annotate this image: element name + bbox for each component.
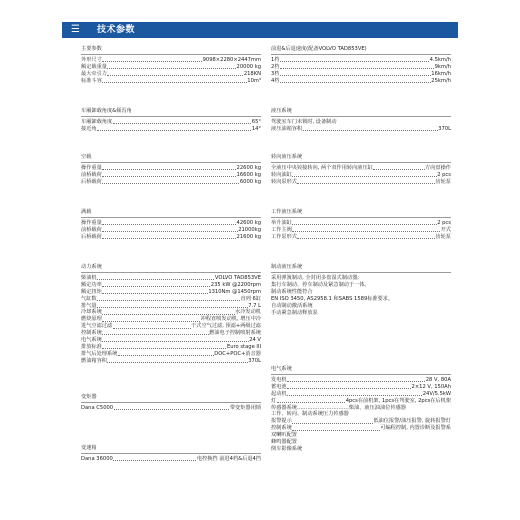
section-title: 制动液压系统: [271, 264, 451, 273]
spec-label: 燃烧原理: [81, 316, 102, 323]
spec-label: 报警提示: [271, 418, 292, 425]
spec-value: 24 V: [249, 337, 261, 343]
spec-text: 倒车影像系统: [271, 445, 303, 452]
spec-label: 举升油缸: [271, 219, 292, 226]
section-title: 电气系统: [271, 366, 451, 375]
section-title: 变速箱: [81, 445, 261, 454]
spec-label: 全液压中央铰接转向, 两个双作用转向液压缸: [271, 164, 373, 171]
spec-value: 9098×2280×2447mm: [202, 56, 261, 63]
leader-dots: [280, 61, 429, 62]
spec-label: 3档: [271, 70, 280, 77]
spec-label: 蓄电池: [271, 383, 287, 390]
section-title: 变矩器: [81, 394, 261, 403]
leader-dots: [102, 321, 200, 322]
leader-dots: [113, 123, 252, 124]
spec-value: 1310Nm @1450rpm: [208, 288, 261, 295]
spec-row: [271, 126, 451, 133]
spec-value: 28 V, 80A: [425, 376, 451, 383]
leader-dots: [102, 82, 247, 83]
spec-label: 前桥载荷: [81, 171, 102, 178]
leader-dots: [303, 130, 438, 131]
spec-row: [81, 57, 261, 64]
section-title: 动力系统: [81, 264, 261, 273]
spec-value: 燃油电子控制喷射系统: [209, 330, 261, 337]
spec-row: [81, 275, 261, 282]
spec-value: 16600 kg: [236, 171, 261, 178]
spec-label: 燃油箱容积: [81, 357, 107, 364]
leader-dots: [102, 348, 226, 349]
spec-text: 制动系统性能符合: [271, 288, 313, 295]
leader-dots: [113, 328, 191, 329]
spec-value: 7.7 L: [248, 302, 261, 309]
section-title: 液压系统: [271, 108, 451, 117]
spec-label: Dana 36000: [81, 455, 113, 462]
spec-label: 最大牵引力: [81, 70, 107, 77]
spec-row: [271, 384, 451, 391]
spec-label: 排气量: [81, 302, 97, 309]
spec-value: 25km/h: [431, 77, 451, 84]
spec-value: 2×12 V, 150Ah: [411, 383, 451, 390]
leader-dots: [102, 61, 202, 62]
spec-value: 218KN: [243, 70, 261, 77]
spec-value: 10m³: [247, 77, 261, 84]
spec-row: [81, 351, 261, 358]
spec-section: [271, 46, 451, 85]
spec-row: [81, 119, 261, 126]
section-title: 车厢卸载角度&倾泻角: [81, 108, 261, 117]
spec-label: 气缸数: [81, 295, 97, 302]
leader-dots: [97, 300, 240, 301]
spec-row: [81, 64, 261, 71]
spec-label: 进气空滤过滤: [81, 323, 113, 330]
leader-dots: [373, 169, 424, 170]
leader-dots: [102, 231, 237, 232]
leader-dots: [102, 183, 239, 184]
leader-dots: [297, 183, 434, 184]
spec-text: 手动紧急制动释放泵: [271, 309, 318, 316]
leader-dots: [102, 224, 236, 225]
spec-row: [81, 126, 261, 133]
spec-row: [271, 78, 451, 85]
spec-value: 21000kg: [238, 226, 261, 233]
leader-dots: [287, 381, 425, 382]
spec-row: [271, 377, 451, 384]
spec-value: 水冷发动机: [235, 309, 261, 316]
spec-value: 235 kW @2200rpm: [210, 281, 261, 288]
spec-value: 方向盘操作: [425, 164, 451, 171]
spec-label: 车厢卸载角度: [81, 118, 113, 125]
leader-dots: [292, 176, 436, 177]
leader-dots: [102, 334, 208, 335]
leader-dots: [97, 279, 214, 280]
spec-row: [81, 234, 261, 241]
spec-row: [271, 179, 451, 186]
spec-value: 9km/h: [434, 63, 451, 70]
spec-value: 20000 kg: [236, 63, 261, 70]
spec-section: [81, 445, 261, 463]
spec-row: [81, 405, 261, 412]
spec-row: [81, 344, 261, 351]
spec-label: 4档: [271, 77, 280, 84]
spec-label: 外形尺寸: [81, 56, 102, 63]
spec-row: [271, 71, 451, 78]
spec-text: 自动制动激活系统: [271, 302, 313, 309]
spec-text: 集行车制动、停车制动及紧急制动于一体。: [271, 281, 370, 288]
leader-dots: [287, 388, 411, 389]
spec-value: 24V/5.5kW: [422, 390, 451, 397]
spec-row: [81, 296, 261, 303]
section-title: 工作液压系统: [271, 209, 451, 218]
spec-section: [81, 264, 261, 365]
spec-value: 4.5km/h: [429, 56, 451, 63]
spec-section: [81, 108, 261, 133]
section-title: 主要参数: [81, 46, 261, 55]
spec-label: 柴油机: [81, 274, 97, 281]
spec-row: [271, 234, 451, 241]
menu-icon: ☰: [71, 24, 80, 35]
leader-dots: [292, 231, 440, 232]
spec-section: [271, 154, 451, 186]
leader-dots: [280, 75, 431, 76]
spec-value: 370L: [248, 357, 261, 364]
spec-value: 齿轮泵: [435, 178, 451, 185]
spec-label: 后桥载荷: [81, 233, 102, 240]
leader-dots: [102, 169, 236, 170]
spec-row: [271, 391, 451, 398]
spec-row: [81, 227, 261, 234]
leader-dots: [292, 430, 379, 431]
spec-row: [81, 71, 261, 78]
spec-label: 工作主阀: [271, 226, 292, 233]
spec-row: [81, 337, 261, 344]
spec-row: [271, 220, 451, 227]
spec-value: 低油位报警/油压报警, 旋转报警灯: [373, 418, 451, 425]
spec-row: [271, 227, 451, 234]
spec-label: 额定功率: [81, 281, 102, 288]
spec-text: 工作、转向、制动系统压力传感器: [271, 411, 349, 418]
spec-section: [271, 264, 451, 316]
spec-text: 采用弹簧制动, 全封闭多盘湿式制动器;: [271, 275, 360, 281]
spec-value: 冲程直喷发动机, 增压中冷: [200, 316, 261, 323]
spec-label: Dana C5000: [81, 404, 114, 411]
spec-label: 排气后处理系统: [81, 350, 118, 357]
spec-value: VOLVO TAD853VE: [214, 274, 261, 281]
spec-label: 操作重量: [81, 164, 102, 171]
spec-value: 直列 6缸: [240, 295, 261, 302]
spec-text: EN ISO 3450, AS2958.1 和SABS 1589标准要求。: [271, 295, 394, 302]
leader-dots: [107, 362, 247, 363]
spec-value: 6000 kg: [239, 178, 261, 185]
spec-label: 标准斗容: [81, 77, 102, 84]
leader-dots: [102, 176, 236, 177]
spec-row: [271, 425, 451, 432]
spec-label: 液压油箱容积: [271, 125, 303, 132]
spec-label: 控制系统: [271, 425, 292, 432]
spec-section: [271, 209, 451, 241]
spec-value: 21600 kg: [236, 233, 261, 240]
spec-row: [81, 330, 261, 337]
leader-dots: [97, 307, 248, 308]
leader-dots: [102, 314, 234, 315]
spec-label: 转向油缸: [271, 171, 292, 178]
spec-value: 开式: [440, 226, 451, 233]
section-title: 空载: [81, 154, 261, 163]
spec-value: 16km/h: [431, 70, 451, 77]
spec-label: 排放标准: [81, 343, 102, 350]
spec-section: [271, 108, 451, 133]
spec-row: [271, 64, 451, 71]
spec-label: 电气系统: [81, 337, 102, 343]
section-title: 前进&后退速度(配备VOLVO TAD853VE): [271, 46, 451, 55]
spec-label: 接近角: [81, 125, 97, 132]
leader-dots: [107, 68, 236, 69]
spec-row: [81, 358, 261, 365]
spec-row: [81, 78, 261, 85]
spec-label: 操作重量: [81, 219, 102, 226]
spec-value: 可编程控制, 内置诊断及报警系: [380, 425, 451, 432]
spec-row: [81, 172, 261, 179]
spec-value: 2 pcs: [437, 171, 451, 178]
spec-value: Euro stage III: [226, 343, 261, 350]
leader-dots: [113, 460, 196, 461]
spec-section: [81, 46, 261, 85]
spec-value: 干式空气过滤, 预滤+两级过滤: [191, 323, 261, 330]
leader-dots: [118, 355, 214, 356]
spec-section: [81, 394, 261, 412]
spec-label: 2档: [271, 63, 280, 70]
leader-dots: [292, 224, 436, 225]
spec-row: [81, 179, 261, 186]
leader-dots: [277, 402, 346, 403]
spec-row: [81, 220, 261, 227]
spec-label: 1档: [271, 56, 280, 63]
spec-row: [271, 398, 451, 405]
section-title: 满载: [81, 209, 261, 218]
page-title: 技术参数: [97, 25, 136, 35]
leader-dots: [114, 409, 230, 410]
spec-text: 驾驶室车门未锁时, 设备制动: [271, 119, 337, 125]
spec-label: 控制系统: [81, 330, 102, 337]
leader-dots: [280, 68, 434, 69]
spec-value: 370L: [438, 125, 451, 132]
spec-label: 冷却系统: [81, 309, 102, 316]
spec-label: 转向泵形式: [271, 178, 297, 185]
spec-text: 传感器系统…………………………柴油、液压油油位传感器: [271, 404, 406, 411]
spec-label: 起动机: [271, 390, 287, 397]
leader-dots: [102, 238, 236, 239]
spec-row: [81, 289, 261, 296]
section-title: 转向液压系统: [271, 154, 451, 163]
spec-value: DOC+POC+消音器: [214, 350, 261, 357]
leader-dots: [287, 395, 422, 396]
spec-label: 额定载重量: [81, 63, 107, 70]
spec-value: 4pcs在前机架, 1pcs在驾驶室, 2pcs在后机架: [345, 397, 451, 404]
leader-dots: [292, 423, 373, 424]
spec-row: [271, 165, 451, 172]
spec-row: [81, 456, 261, 463]
spec-text: 双喇叭配置: [271, 432, 297, 439]
spec-label: 灯: [271, 397, 277, 404]
spec-value: 14°: [251, 125, 261, 132]
spec-row: [81, 303, 261, 310]
spec-value: 42600 kg: [236, 219, 261, 226]
spec-row: [81, 282, 261, 289]
spec-text: 蜂鸣器配置: [271, 439, 297, 446]
spec-value: 电控换挡 前进4档&后退4挡: [196, 455, 261, 462]
spec-label: 后桥载荷: [81, 178, 102, 185]
spec-row: [271, 172, 451, 179]
spec-label: 工作泵形式: [271, 233, 297, 240]
spec-section: [271, 366, 451, 453]
leader-dots: [297, 238, 434, 239]
section-header: [62, 22, 458, 38]
spec-value: 带变矩器闭锁: [229, 404, 261, 411]
leader-dots: [97, 130, 251, 131]
leader-dots: [280, 82, 431, 83]
leader-dots: [102, 341, 248, 342]
spec-value: 齿轮泵: [435, 233, 451, 240]
spec-value: 65°: [251, 118, 261, 125]
spec-label: 前桥载荷: [81, 226, 102, 233]
spec-label: 发电机: [271, 376, 287, 383]
spec-section: [81, 209, 261, 241]
spec-section: [81, 154, 261, 186]
leader-dots: [102, 293, 208, 294]
spec-value: 2 pcs: [437, 219, 451, 226]
spec-label: 额定扭矩: [81, 288, 102, 295]
leader-dots: [102, 286, 210, 287]
leader-dots: [107, 75, 243, 76]
spec-row: [81, 165, 261, 172]
spec-value: 22600 kg: [236, 164, 261, 171]
spec-row: [271, 57, 451, 64]
